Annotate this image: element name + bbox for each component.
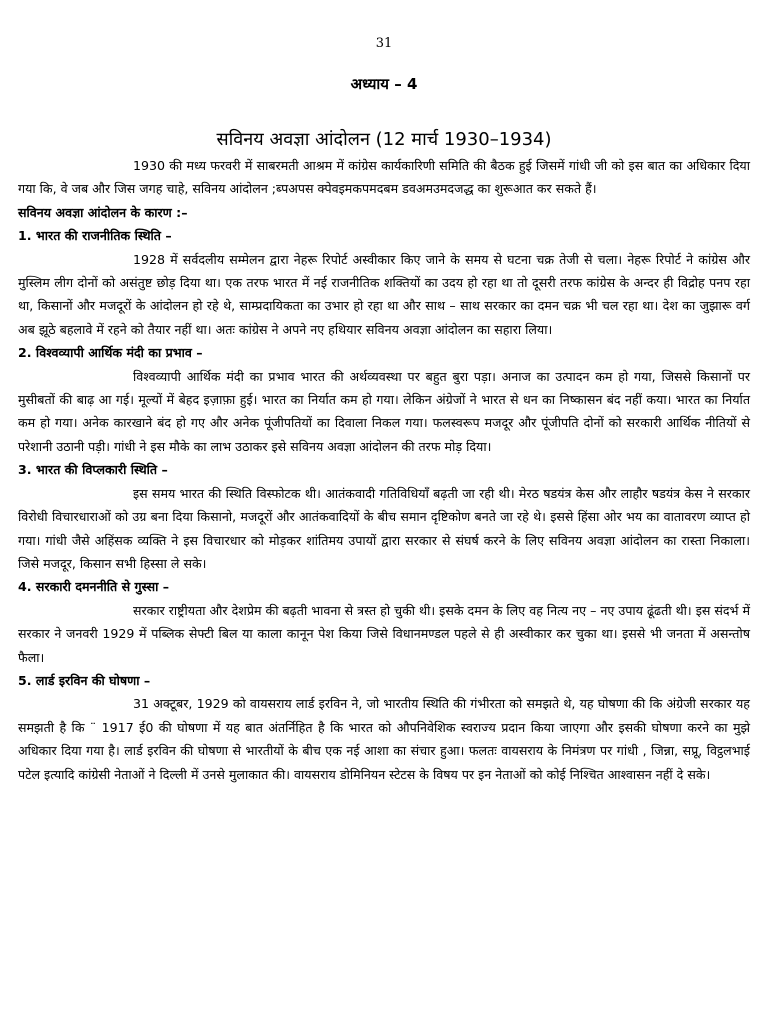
document-page [18, 0, 750, 1024]
section-heading-political-situation: 1. भारत की राजनीतिक स्थिति – [18, 228, 172, 244]
causes-heading: सविनय अवज्ञा आंदोलन के कारण :– [18, 204, 188, 220]
chapter-heading: अध्याय – 4 [350, 75, 418, 93]
section-text-revolutionary-situation: इस समय भारत की स्थिति विस्फोटक थी। आतंकवादी गतिविधियाँ बढ़ती जा रही थी। मेरठ षडयंत्र केस और लाहौर षडयंत्र केस ने सरकार विरोधी विचारधाराओं को उग्र बना दिया किसानो, मजदूरों और आतंकवादियों के बीच समान दृष्टिकोण बनते जा रहे थे। इससे हिंसा ओर भय का वातावरण व्याप्त हो गया। गांधी जैसे अहिंसक व्यक्ति ने इस विचारधार को मोड़कर शांतिमय उपायों द्वारा सरकार से संघर्ष करने के लिए सविनय अवज्ञा आंदोलन का रास्ता निकाला। जिसे मजदूर, किसान सभी हिस्सा ले सके। [18, 485, 750, 571]
intro-paragraph: 1930 की मध्य फरवरी में साबरमती आश्रम में कांग्रेस कार्यकारिणी समिति की बैठक हुई जिसमें गांधी जी को इस बात का अधिकार दिया गया कि, वे जब और जिस जगह चाहे, सविनय आंदोलन ;ब्पअपस क्पेवइमकपमदबम डवअमउमदजद्ध का शुरूआत कर सकते हैं। [18, 158, 750, 197]
document-body [18, 154, 750, 786]
section-heading-irwin-declaration: 5. लार्ड इरविन की घोषणा – [18, 672, 151, 688]
section-heading-repression-anger: 4. सरकारी दमननीति से गुस्सा – [18, 579, 170, 595]
section-text-repression-anger: सरकार राष्ट्रीयता और देशप्रेम की बढ़ती भावना से त्रस्त हो चुकी थी। इसके दमन के लिए वह नित्य नए – नए उपाय ढूंढती थी। इस संदर्भ में सरकार ने जनवरी 1929 में पब्लिक सेफ्टी बिल या काला कानून पेश किया जिसे विधानमण्डल पहले से ही अस्वीकार कर चुका था। इससे भी जनता में असन्तोष फैला। [18, 602, 750, 665]
section-heading-revolutionary-situation: 3. भारत की विप्लकारी स्थिति – [18, 462, 168, 478]
section-text-political-situation: 1928 में सर्वदलीय सम्मेलन द्वारा नेहरू रिपोर्ट अस्वीकार किए जाने के समय से घटना चक्र तेजी से चला। नेहरू रिपोर्ट ने कांग्रेस और मुस्लिम लीग दोनों को असंतुष्ट छोड़ दिया था। एक तरफ भारत में नई राजनीतिक शक्तियों का उदय हो रहा था तो दूसरी तरफ कांग्रेस के अन्दर ही विद्रोह पनप रहा था, किसानों और मजदूरों के आंदोलन हो रहे थे, साम्प्रदायिकता का उभार हो रहा था और साथ – साथ सरकार का दमन चक्र भी चल रहा था। देश का जुझारू वर्ग अब झूठे बहलावे में रहने को तैयार नहीं था। अतः कांग्रेस ने अपने नए हथियार सविनय अवज्ञा आंदोलन का सहारा लिया। [18, 251, 750, 337]
section-heading-economic-depression: 2. विश्वव्यापी आर्थिक मंदी का प्रभाव – [18, 345, 203, 361]
section-text-economic-depression: विश्वव्यापी आर्थिक मंदी का प्रभाव भारत की अर्थव्यवस्था पर बहुत बुरा पड़ा। अनाज का उत्पादन कम हो गया, जिससे किसानों पर मुसीबतों की बाढ़ आ गई। मूल्यों में बेहद इज़ाफ़ा हुई। भारत का निर्यात कम हो गया। लेकिन अंग्रेजों ने भारत से धन का निष्कासन बंद नहीं कया। भारत का निर्यात कम हो गया। अनेक कारखाने बंद हो गए और अनेक पूंजीपतियों का दिवाला निकल गया। फलस्वरूप मजदूर और पूंजीपति दोनों को सरकारी आर्थिक नीतियों से परेशानी उठानी पड़ी। गांधी ने इस मौके का लाभ उठाकर इसे सविनय अवज्ञा आंदोलन की तरफ मोड़ दिया। [18, 368, 750, 454]
section-text-irwin-declaration: 31 अक्टूबर, 1929 को वायसराय लार्ड इरविन ने, जो भारतीय स्थिति की गंभीरता को समझते थे, यह घोषणा की कि अंग्रेजी सरकार यह समझती है कि ¨ 1917 ई0 की घोषणा में यह बात अंतर्निहित है कि भारत को औपनिवेशिक स्वराज्य प्रदान किया जाएगा और इसकी घोषणा करने का मुझे अधिकार दिया गया है। लार्ड इरविन की घोषणा से भारतीयों के बीच एक नई आशा का संचार हुआ। फलतः वायसराय के निमंत्रण पर गांधी , जिन्ना, सप्रू, विट्ठलभाई पटेल इत्यादि कांग्रेसी नेताओं ने दिल्ली में उनसे मुलाकात की। वायसराय डोमिनियन स्टेटस के विषय पर इन नेताओं को कोई निश्चित आश्वासन नहीं दे सके। [18, 696, 750, 782]
chapter-title: सविनय अवज्ञा आंदोलन (12 मार्च 1930–1934) [216, 129, 552, 150]
page-number: 31 [375, 36, 393, 51]
